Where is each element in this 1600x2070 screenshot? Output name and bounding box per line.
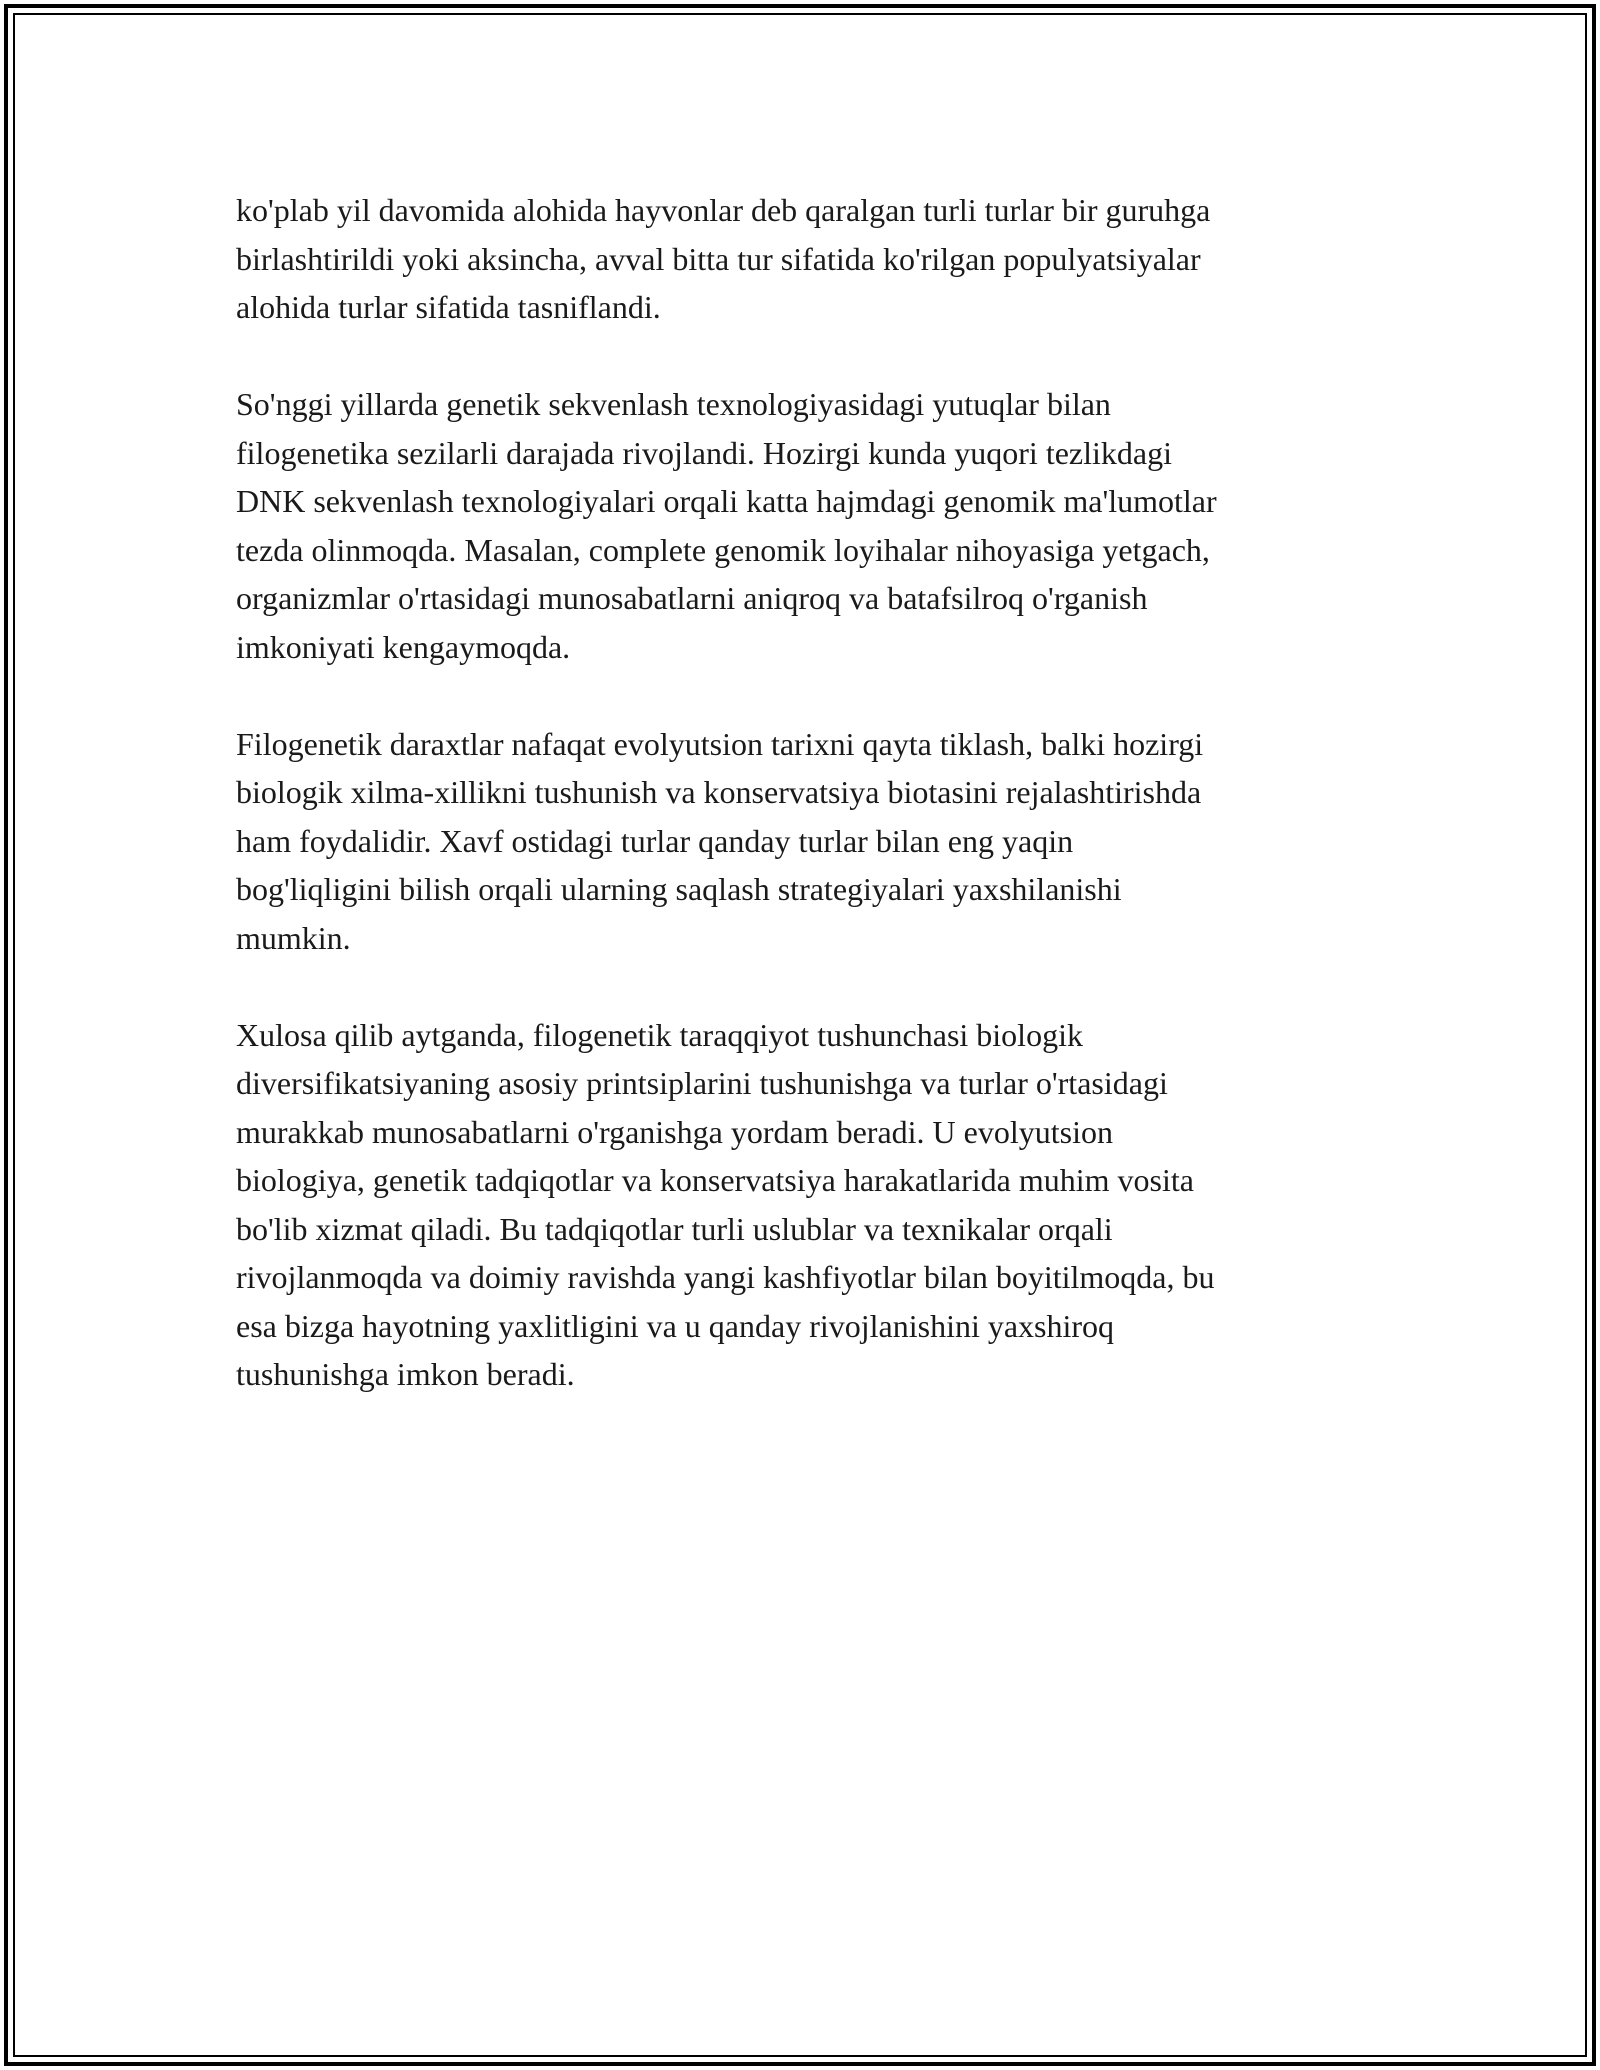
text-line: bog'liqligini bilish orqali ularning saqlash strategiyalari yaxshilanishi [236, 871, 1122, 907]
text-line: DNK sekvenlash texnologiyalari orqali katta hajmdagi genomik ma'lumotlar [236, 483, 1217, 519]
text-line: tezda olinmoqda. Masalan, complete genomik loyihalar nihoyasiga yetgach, [236, 531, 1210, 568]
text-line: rivojlanmoqda va doimiy ravishda yangi kashfiyotlar bilan boyitilmoqda, bu [236, 1259, 1215, 1295]
text-line: So'nggi yillarda genetik sekvenlash texnologiyasidagi yutuqlar bilan [236, 386, 1111, 422]
text-line: tushunishga imkon beradi. [236, 1356, 575, 1392]
paragraph-4 [236, 1011, 1371, 1399]
text-line: bo'lib xizmat qiladi. Bu tadqiqotlar turli uslublar va texnikalar orqali [236, 1210, 1113, 1247]
text-line: alohida turlar sifatida tasniflandi. [236, 289, 661, 325]
text-line: ko'plab yil davomida alohida hayvonlar deb qaralgan turli turlar bir guruhga [236, 192, 1211, 228]
paragraph-1 [236, 186, 1371, 332]
text-line: ham foydalidir. Xavf ostidagi turlar qanday turlar bilan eng yaqin [236, 822, 1074, 859]
text-line: organizmlar o'rtasidagi munosabatlarni aniqroq va batafsilroq o'rganish [236, 580, 1148, 616]
document-body [236, 186, 1371, 1447]
text-line: Xulosa qilib aytganda, filogenetik taraqqiyot tushunchasi biologik [236, 1016, 1083, 1053]
paragraph-3 [236, 720, 1371, 963]
text-line: murakkab munosabatlarni o'rganishga yordam beradi. U evolyutsion [236, 1113, 1113, 1150]
text-line: imkoniyati kengaymoqda. [236, 628, 571, 665]
text-line: birlashtirildi yoki aksincha, avval bitta tur sifatida ko'rilgan populyatsiyalar [236, 240, 1201, 277]
text-line: biologiya, genetik tadqiqotlar va konservatsiya harakatlarida muhim vosita [236, 1162, 1194, 1198]
text-line: Filogenetik daraxtlar nafaqat evolyutsion tarixni qayta tiklash, balki hozirgi [236, 725, 1204, 762]
text-line: filogenetika sezilarli darajada rivojlandi. Hozirgi kunda yuqori tezlikdagi [236, 434, 1172, 471]
text-line: mumkin. [236, 919, 351, 956]
text-line: esa bizga hayotning yaxlitligini va u qanday rivojlanishini yaxshiroq [236, 1307, 1115, 1344]
paragraph-2 [236, 380, 1371, 671]
text-line: diversifikatsiyaning asosiy printsiplarini tushunishga va turlar o'rtasidagi [236, 1065, 1168, 1101]
text-line: biologik xilma-xillikni tushunish va konservatsiya biotasini rejalashtirishda [236, 774, 1202, 810]
